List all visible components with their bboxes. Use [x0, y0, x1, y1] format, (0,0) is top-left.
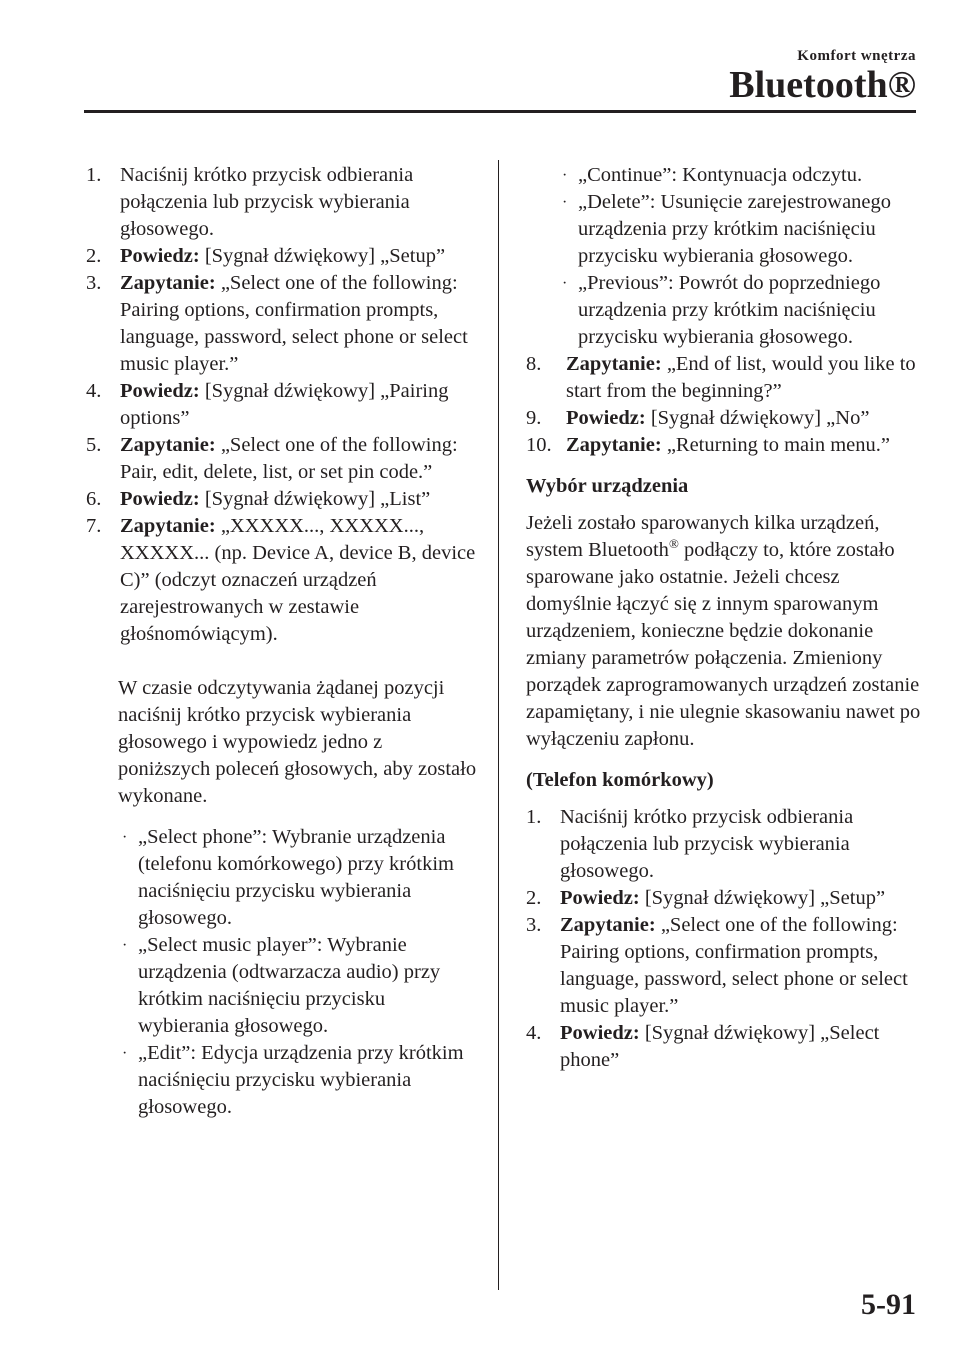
step-item: [526, 405, 926, 432]
step-item: [86, 513, 478, 648]
step-lead: Powiedz:: [120, 380, 200, 402]
step-number: 9.: [526, 407, 542, 429]
body-text-end: podłączy to, które zostało sparowane jako ostatnie. Jeżeli chcesz domyślnie łączyć się z innym sparowanym urządzeniem, konieczne będzie dokonanie zmiany parametrów połączenia. Zmieniony porządek zaprogramowanych urządzeń zostanie zapamiętany, i nie ulegnie skasowaniu nawet po wyłączeniu zapłonu.: [526, 539, 921, 750]
step-text: „XXXXX..., XXXXX..., XXXXX... (np. Device A, device B, device C)” (odczyt oznaczeń urządzeń zarejestrowanych w zestawie głośnomówiącym).: [120, 515, 476, 645]
bullet-icon: ·: [562, 194, 568, 211]
step-number: 3.: [86, 272, 102, 294]
list-item-text: „Continue”: Kontynuacja odczytu.: [578, 164, 863, 186]
step-number: 10.: [526, 434, 552, 456]
device-selection-text: [526, 510, 926, 753]
list-item: [558, 270, 926, 351]
command-list-continued: [558, 162, 926, 351]
bullet-icon: ·: [562, 275, 568, 292]
bullet-icon: ·: [562, 167, 568, 184]
step-lead: Zapytanie:: [566, 434, 662, 456]
step-text: [Sygnał dźwiękowy] „Select phone”: [560, 1022, 880, 1071]
step-number: 7.: [86, 515, 102, 537]
step-number: 3.: [526, 914, 542, 936]
instruction-note: W czasie odczytywania żądanej pozycji naciśnij krótko przycisk wybierania głosowego i wypowiedz jedno z poniższych poleceń głosowych, aby zostało wykonane.: [118, 677, 477, 807]
left-column: [86, 162, 478, 1121]
step-item: [526, 912, 926, 1020]
bullet-icon: ·: [122, 1045, 128, 1062]
step-lead: Zapytanie:: [120, 272, 216, 294]
step-item: [526, 351, 926, 405]
step-number: 4.: [526, 1022, 542, 1044]
registered-mark: ®: [668, 536, 679, 552]
step-number: 5.: [86, 434, 102, 456]
step-text: [Sygnał dźwiękowy] „No”: [645, 407, 870, 429]
bullet-icon: ·: [122, 937, 128, 954]
step-text: [Sygnał dźwiękowy] „List”: [199, 488, 431, 510]
step-lead: Powiedz:: [120, 245, 200, 267]
right-steps: [526, 351, 926, 459]
step-number: 6.: [86, 488, 102, 510]
step-item: [526, 432, 926, 459]
step-lead: Powiedz:: [560, 1022, 640, 1044]
right-column: [526, 162, 926, 1074]
step-text: Naciśnij krótko przycisk odbierania połączenia lub przycisk wybierania głosowego.: [560, 806, 854, 882]
left-steps: [86, 162, 478, 648]
step-item: [526, 1020, 926, 1074]
list-item: [558, 189, 926, 270]
list-item: [118, 1040, 478, 1121]
step-item: [86, 162, 478, 243]
step-number: 1.: [86, 164, 102, 186]
section-heading-device-selection: Wybór urządzenia: [526, 475, 689, 497]
list-item: [558, 162, 926, 189]
list-item: [118, 932, 478, 1040]
list-item: [118, 824, 478, 932]
step-text: Naciśnij krótko przycisk odbierania połączenia lub przycisk wybierania głosowego.: [120, 164, 414, 240]
step-lead: Powiedz:: [566, 407, 646, 429]
list-item-text: „Edit”: Edycja urządzenia przy krótkim naciśnięciu przycisku wybierania głosowego.: [138, 1042, 464, 1118]
mobile-steps: [526, 804, 926, 1074]
step-text: [Sygnał dźwiękowy] „Setup”: [639, 887, 886, 909]
body-text-start: Jeżeli zostało sparowanych kilka urządzeń, system Bluetooth: [526, 512, 880, 561]
step-item: [86, 432, 478, 486]
step-item: [86, 243, 478, 270]
command-list: [118, 824, 478, 1121]
step-text: „Select one of the following: Pairing options, confirmation prompts, language, password, select phone or select music player.”: [120, 272, 468, 375]
step-text: „Returning to main menu.”: [661, 434, 890, 456]
step-lead: Zapytanie:: [120, 515, 216, 537]
column-divider: [498, 160, 499, 1290]
step-lead: Zapytanie:: [120, 434, 216, 456]
section-heading-mobile: (Telefon komórkowy): [526, 769, 714, 791]
step-number: 4.: [86, 380, 102, 402]
step-text: „End of list, would you like to start from the beginning?”: [566, 353, 916, 402]
step-lead: Powiedz:: [560, 887, 640, 909]
step-item: [86, 270, 478, 378]
step-text: [Sygnał dźwiękowy] „Pairing options”: [120, 380, 449, 429]
step-lead: Powiedz:: [120, 488, 200, 510]
step-text: [Sygnał dźwiękowy] „Setup”: [199, 245, 446, 267]
step-text: „Select one of the following: Pairing options, confirmation prompts, language, password, select phone or select music player.”: [560, 914, 908, 1017]
step-item: [86, 378, 478, 432]
step-number: 8.: [526, 353, 542, 375]
step-number: 2.: [86, 245, 102, 267]
page-number: 5-91: [861, 1288, 916, 1321]
step-item: [526, 804, 926, 885]
list-item-text: „Select music player”: Wybranie urządzenia (odtwarzacza audio) przy krótkim naciśnięciu przycisku wybierania głosowego.: [138, 934, 441, 1037]
step-number: 2.: [526, 887, 542, 909]
step-item: [526, 885, 926, 912]
list-item-text: „Delete”: Usunięcie zarejestrowanego urządzenia przy krótkim naciśnięciu przycisku wybierania głosowego.: [578, 191, 892, 267]
step-lead: Zapytanie:: [560, 914, 656, 936]
list-item-text: „Select phone”: Wybranie urządzenia (telefonu komórkowego) przy krótkim naciśnięciu przycisku wybierania głosowego.: [138, 826, 454, 929]
step-item: [86, 486, 478, 513]
header-divider: [84, 110, 916, 113]
bullet-icon: ·: [122, 829, 128, 846]
list-item-text: „Previous”: Powrót do poprzedniego urządzenia przy krótkim naciśnięciu przycisku wybierania głosowego.: [578, 272, 881, 348]
page-title: Bluetooth®: [729, 64, 916, 106]
step-text: „Select one of the following: Pair, edit, delete, list, or set pin code.”: [120, 434, 458, 483]
step-number: 1.: [526, 806, 542, 828]
section-label: Komfort wnętrza: [797, 48, 916, 64]
step-lead: Zapytanie:: [566, 353, 662, 375]
